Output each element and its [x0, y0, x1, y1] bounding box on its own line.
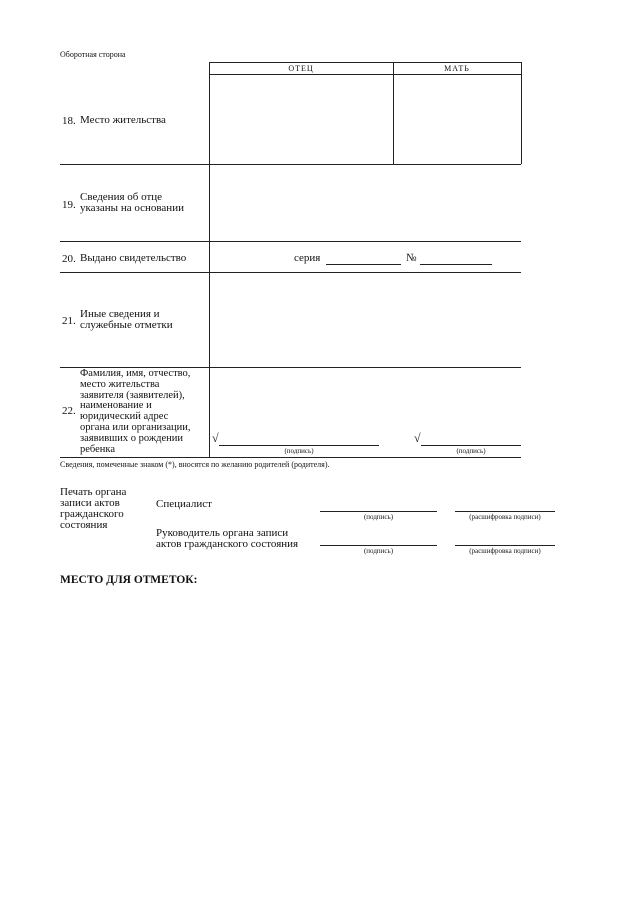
stamp-label: Печать органа записи актов гражданского состояния [60, 486, 127, 531]
footnote: Сведения, помеченные знаком (*), вносятся по желанию родителей (родителя). [60, 460, 330, 469]
row-22-label: Фамилия, имя, отчество, место жительства заявителя (заявителей), наименование и юридический адрес органа или организации, заявивших о рождении ребенка [80, 368, 191, 455]
head-signature-field[interactable] [320, 545, 437, 546]
father-check-mark: √ [212, 431, 219, 445]
mother-signature-caption: (подпись) [456, 447, 486, 455]
head-signature-caption: (подпись) [363, 547, 394, 555]
number-label: № [406, 252, 417, 264]
specialist-signature-caption: (подпись) [363, 513, 394, 521]
notes-title: МЕСТО ДЛЯ ОТМЕТОК: [60, 574, 198, 586]
row-19-number: 19. [62, 199, 76, 211]
specialist-signature-field[interactable] [320, 511, 437, 512]
head-decode-caption: (расшифровка подписи) [469, 547, 541, 555]
specialist-decode-field[interactable] [455, 511, 555, 512]
mother-check-mark: √ [414, 431, 421, 445]
row-20-label: Выдано свидетельство [80, 252, 187, 264]
head-label: Руководитель органа записи актов гражданского состояния [156, 527, 299, 550]
number-field[interactable] [420, 264, 492, 265]
row-18-number: 18. [62, 115, 76, 127]
page-side-label: Оборотная сторона [60, 50, 126, 59]
header-mother: МАТЬ [444, 64, 470, 73]
row-22-number: 22. [62, 405, 76, 417]
row-19-label: Сведения об отце указаны на основании [80, 191, 184, 214]
mother-signature-field[interactable] [421, 445, 521, 446]
series-field[interactable] [326, 264, 401, 265]
father-signature-caption: (подпись) [284, 447, 314, 455]
row-20-number: 20. [62, 253, 76, 265]
father-signature-field[interactable] [219, 445, 379, 446]
notes-area[interactable] [60, 592, 560, 872]
head-decode-field[interactable] [455, 545, 555, 546]
specialist-label: Специалист [156, 498, 212, 510]
header-father: ОТЕЦ [288, 64, 314, 73]
specialist-decode-caption: (расшифровка подписи) [469, 513, 541, 521]
row-21-number: 21. [62, 315, 76, 327]
series-label: серия [294, 252, 321, 264]
row-18-label: Место жительства [80, 114, 166, 126]
row-21-label: Иные сведения и служебные отметки [80, 308, 173, 331]
